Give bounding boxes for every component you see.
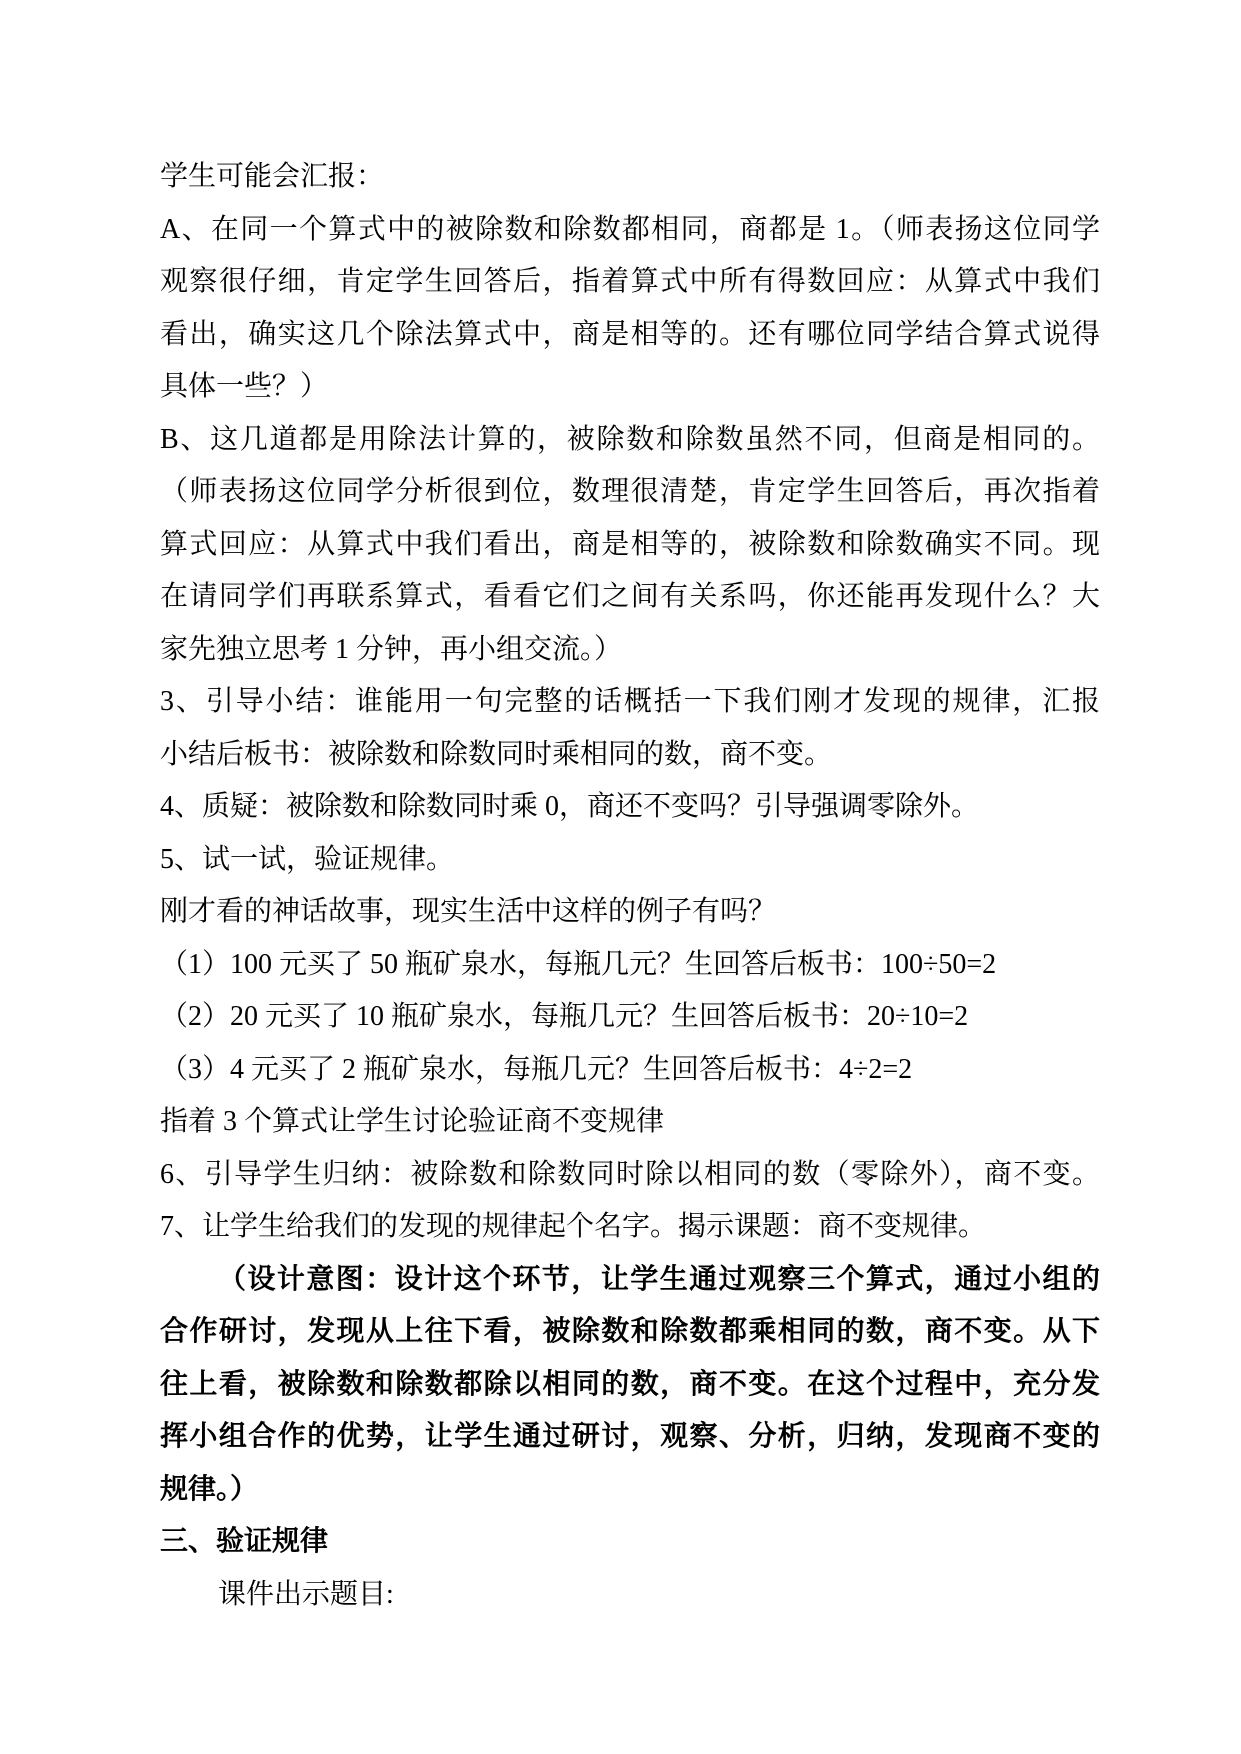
step-5-try: [160, 834, 1100, 887]
discussion-line: 指着 3 个算式让学生讨论验证商不变规律: [160, 1106, 665, 1137]
design-intent-line: 规律。）: [160, 1473, 259, 1505]
step-6-line: 6、引导学生归纳：被除数和除数同时除以相同的数（零除外），商不变。: [160, 1158, 1100, 1190]
step-3-summary: [160, 676, 1100, 781]
story-question: [160, 886, 1100, 939]
report-b-line: （师表扬这位同学分析很到位，数理很清楚，肯定学生回答后，再次指着: [160, 476, 1100, 507]
step-4-question: [160, 781, 1100, 834]
story-question-line: 刚才看的神话故事，现实生活中这样的例子有吗？: [160, 896, 777, 927]
document-page-body: [160, 151, 1100, 1621]
report-b-line: 家先独立思考 1 分钟，再小组交流。）: [160, 633, 623, 665]
report-a-line: 具体一些？）: [160, 371, 329, 402]
step-3-line: 3、引导小结：谁能用一句完整的话概括一下我们刚才发现的规律，汇报: [160, 686, 1100, 717]
step-3-line: 小结后板书：被除数和除数同时乘相同的数，商不变。: [160, 738, 833, 770]
discussion-note: [160, 1096, 1100, 1149]
report-a-paragraph: [160, 204, 1100, 414]
example-item: （1）100 元买了 50 瓶矿泉水，每瓶几元？生回答后板书：100÷50=2: [160, 948, 997, 980]
step-5-line: 5、试一试，验证规律。: [160, 843, 455, 875]
example-list: [160, 939, 1100, 1097]
report-b-line: 算式回应：从算式中我们看出，商是相等的，被除数和除数确实不同。现: [160, 528, 1100, 560]
step-4-line: 4、质疑：被除数和除数同时乘 0，商还不变吗？引导强调零除外。: [160, 791, 980, 822]
step-6-conclusion: [160, 1149, 1100, 1202]
report-b-paragraph: [160, 414, 1100, 677]
report-b-line: B、这几道都是用除法计算的，被除数和除数虽然不同，但商是相同的。: [160, 423, 1100, 455]
step-7-line: 7、让学生给我们的发现的规律起个名字。揭示课题：商不变规律。: [160, 1211, 987, 1242]
report-a-line: 观察很仔细，肯定学生回答后，指着算式中所有得数回应：从算式中我们: [160, 266, 1100, 297]
step-7-naming: [160, 1201, 1100, 1254]
design-intent-line: （设计意图：设计这个环节，让学生通过观察三个算式，通过小组的: [218, 1263, 1100, 1295]
student-report-intro: [160, 151, 1100, 204]
report-a-line: A、在同一个算式中的被除数和除数都相同，商都是 1。（师表扬这位同学: [160, 213, 1100, 245]
design-intent-line: 合作研讨，发现从上往下看，被除数和除数都乘相同的数，商不变。从下: [160, 1316, 1100, 1347]
design-intent-line: 挥小组合作的优势，让学生通过研讨，观察、分析，归纳，发现商不变的: [160, 1421, 1100, 1452]
report-a-line: 看出，确实这几个除法算式中，商是相等的。还有哪位同学结合算式说得: [160, 318, 1100, 350]
courseware-prompt: [160, 1569, 1100, 1622]
example-item: （3）4 元买了 2 瓶矿泉水，每瓶几元？生回答后板书：4÷2=2: [160, 1053, 913, 1085]
section-3-heading: [160, 1516, 1100, 1569]
example-item: （2）20 元买了 10 瓶矿泉水，每瓶几元？生回答后板书：20÷10=2: [160, 1001, 969, 1032]
design-intent-line: 往上看，被除数和除数都除以相同的数，商不变。在这个过程中，充分发: [160, 1368, 1100, 1400]
section-heading-text: 三、验证规律: [160, 1526, 329, 1557]
courseware-prompt-line: 课件出示题目:: [218, 1578, 394, 1610]
intro-line: 学生可能会汇报：: [160, 161, 385, 192]
design-intent-paragraph: [160, 1254, 1100, 1517]
report-b-line: 在请同学们再联系算式，看看它们之间有关系吗，你还能再发现什么？大: [160, 581, 1100, 612]
